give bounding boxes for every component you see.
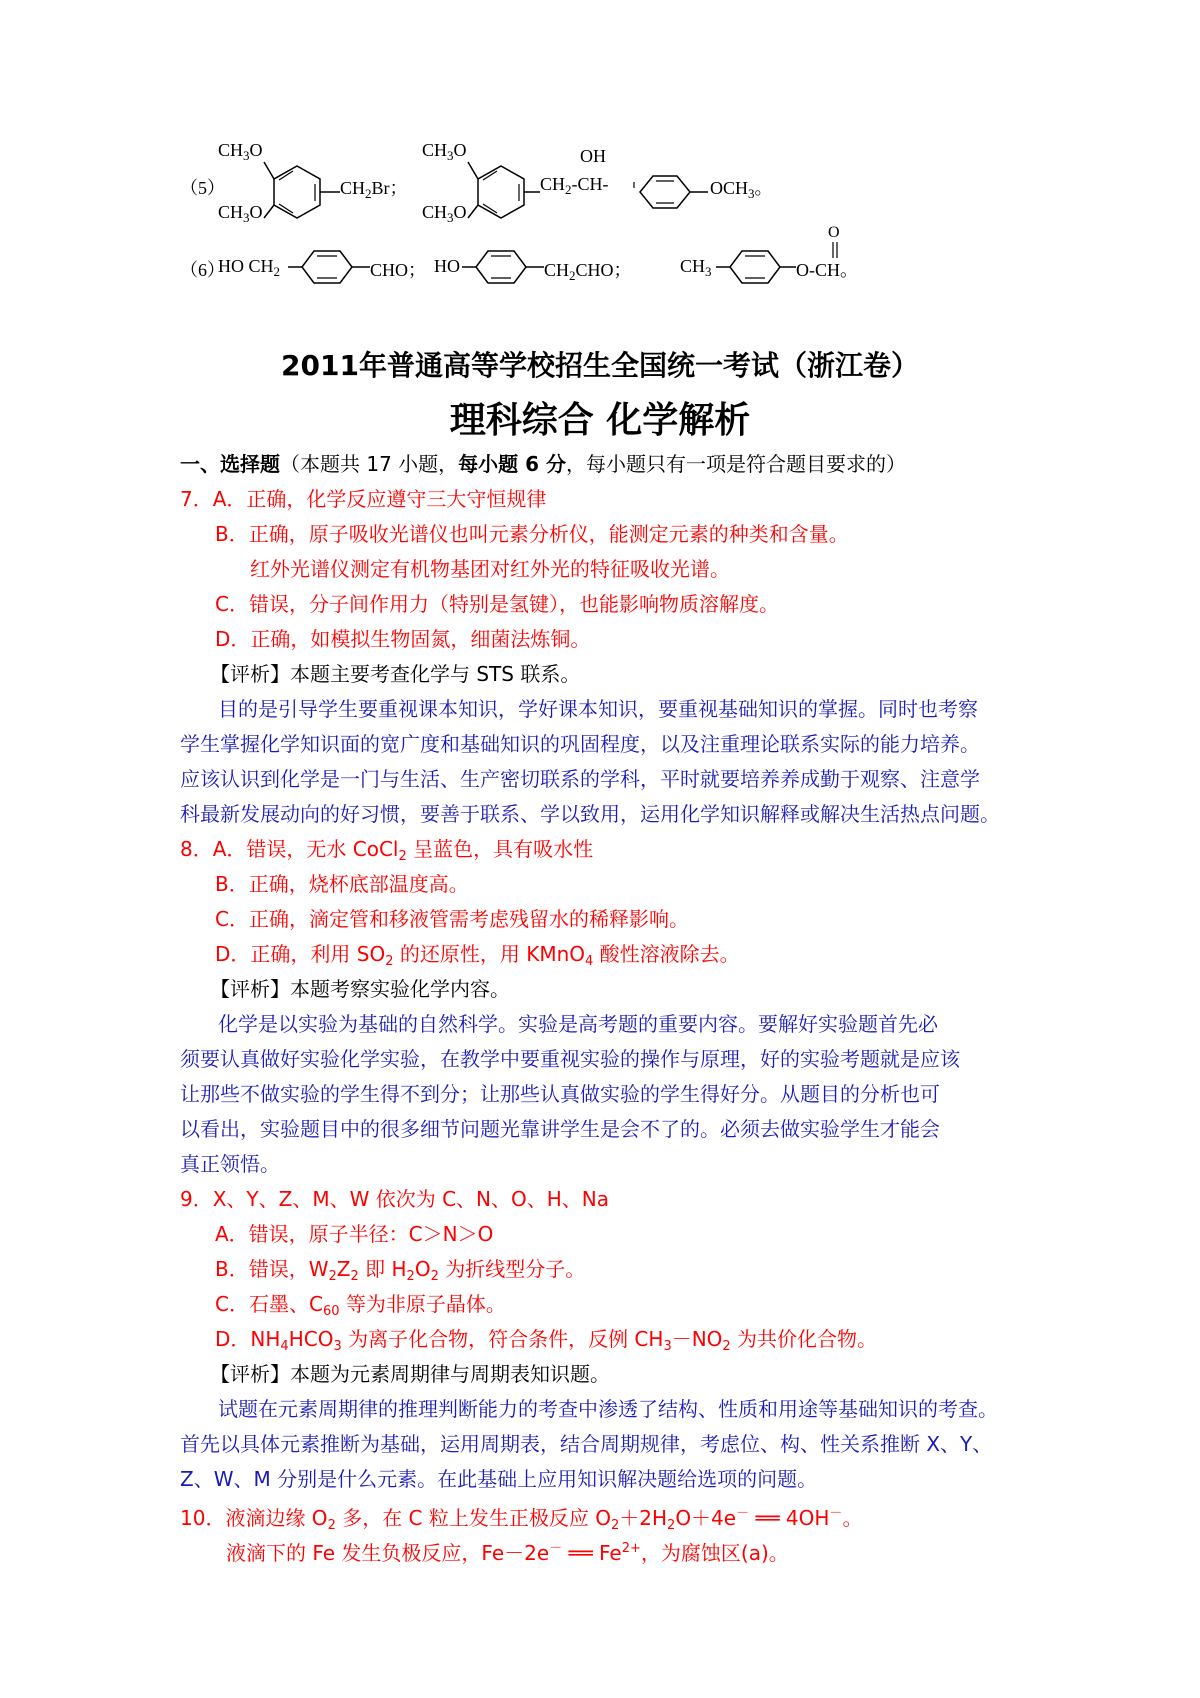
q8-paragraph-4: 以看出，实验题目中的很多细节问题光靠讲学生是会不了的。必须去做实验学生才能会 (180, 1117, 940, 1141)
label-e-left: $CH_3$ (680, 256, 712, 279)
label-c-left: HO $CH_2$ (218, 256, 281, 279)
q9-option-c: C．石墨、$C_{60}$ 等为非原子晶体。 (215, 1292, 506, 1319)
item-number-5: （5） (180, 178, 225, 198)
q8-option-a: 8．A．错误，无水 CoCl$_2$ 呈蓝色，具有吸水性 (180, 837, 594, 864)
q9-paragraph-1: 试题在元素周期律的推理判断能力的考查中渗透了结构、性质和用途等基础知识的考查。 (218, 1397, 998, 1421)
q7-paragraph-3: 应该认识到化学是一门与生活、生产密切联系的学科，平时就要培养养成勤于观察、注意学 (180, 767, 980, 791)
q7-option-b: B．正确，原子吸收光谱仪也叫元素分析仪，能测定元素的种类和含量。 (215, 522, 849, 546)
q10-line-2: 液滴下的 Fe 发生负极反应，Fe－2e－ ══ $Fe^{2+}$，为腐蚀区(a)。 (226, 1541, 789, 1565)
q8-option-b: B．正确，烧杯底部温度高。 (215, 872, 469, 896)
q8-option-d: D．正确，利用 $SO_2$ 的还原性，用 KMnO$_4$ 酸性溶液除去。 (215, 942, 740, 969)
label-e-o: O (828, 224, 840, 241)
q8-paragraph-2: 须要认真做好实验化学实验，在教学中要重视实验的操作与原理，好的实验考题就是应该 (180, 1047, 960, 1071)
q7-evaluation: 【评析】本题主要考查化学与 STS 联系。 (210, 662, 581, 686)
label-d-right: $CH_2CHO$； (544, 260, 632, 283)
exam-title: 2011年普通高等学校招生全国统一考试（浙江卷） (281, 349, 919, 382)
label-a-side: $CH_2Br$； (340, 178, 408, 201)
q8-evaluation: 【评析】本题考察实验化学内容。 (210, 977, 510, 1001)
label-d-left: HO (434, 256, 460, 276)
exam-subtitle: 理科综合 化学解析 (449, 400, 751, 441)
q7-option-b-note: 红外光谱仪测定有机物基团对红外光的特征吸收光谱。 (250, 557, 730, 581)
benzene-ring-f (716, 244, 806, 290)
q9-option-b: B．错误，$W_2Z_2$ 即 $H_2O_2$ 为折线型分子。 (215, 1257, 586, 1284)
benzene-ring-a (252, 154, 342, 224)
q10-line-1: 10．液滴边缘 $O_2$ 多，在 C 粒上发生正极反应 $O_2+2H_2O+4e^-$ ══ 4OH－。 (180, 1506, 863, 1533)
label-b-top: $CH_3O$ (422, 140, 467, 163)
label-b-end: $OCH_3$。 (710, 178, 773, 201)
label-b-chain: $CH_2-CH-$ (540, 174, 609, 197)
q8-paragraph-5: 真正领悟。 (180, 1152, 280, 1176)
q9-paragraph-3: Z、W、M 分别是什么元素。在此基础上应用知识解决题给选项的问题。 (180, 1467, 818, 1491)
label-a-bottom: $CH_3O$ (218, 202, 263, 225)
label-e-right: O-CH。 (796, 260, 858, 280)
q7-paragraph-1: 目的是引导学生要重视课本知识，学好课本知识，要重视基础知识的掌握。同时也考察 (218, 697, 978, 721)
q9-option-a: A．错误，原子半径：C＞N＞O (215, 1222, 494, 1246)
label-a-top: $CH_3O$ (218, 140, 263, 163)
q7-paragraph-4: 科最新发展动向的好习惯，要善于联系、学以致用，运用化学知识解释或解决生活热点问题。 (180, 802, 1000, 826)
benzene-ring-b (456, 154, 546, 224)
q9-option-d: D．$NH_4HCO_3$ 为离子化合物，符合条件，反例 $CH_3-NO_2$ 为共价化合物。 (215, 1327, 878, 1354)
q8-option-c: C．正确，滴定管和移液管需考虑残留水的稀释影响。 (215, 907, 689, 931)
item-number-6: （6） (180, 260, 225, 280)
benzene-ring-c (620, 154, 710, 224)
benzene-ring-e (462, 244, 552, 290)
benzene-ring-d (288, 244, 378, 290)
q9-header: 9．X、Y、Z、M、W 依次为 C、N、O、H、Na (180, 1187, 610, 1211)
structure-5 (180, 140, 800, 240)
q7-paragraph-2: 学生掌握化学知识面的宽广度和基础知识的巩固程度，以及注重理论联系实际的能力培养。 (180, 732, 980, 756)
q9-evaluation: 【评析】本题为元素周期律与周期表知识题。 (210, 1362, 610, 1386)
q7-option-c: C．错误，分子间作用力（特别是氢键），也能影响物质溶解度。 (215, 592, 779, 616)
q9-paragraph-2: 首先以具体元素推断为基础，运用周期表，结合周期规律，考虑位、构、性关系推断 X、Y、 (180, 1432, 993, 1456)
label-b-oh: OH (580, 146, 606, 166)
q8-paragraph-3: 让那些不做实验的学生得不到分；让那些认真做实验的学生得好分。从题目的分析也可 (180, 1082, 940, 1106)
structure-6 (180, 226, 900, 296)
q8-paragraph-1: 化学是以实验为基础的自然科学。实验是高考题的重要内容。要解好实验题首先必 (218, 1012, 938, 1036)
label-c-right: CHO； (370, 260, 427, 280)
label-b-bottom: $CH_3O$ (422, 202, 467, 225)
q7-option-a: 7．A．正确，化学反应遵守三大守恒规律 (180, 487, 547, 511)
q7-option-d: D．正确，如模拟生物固氮，细菌法炼铜。 (215, 627, 591, 651)
section-header: 一、选择题（本题共 17 小题，每小题 6 分，每小题只有一项是符合题目要求的） (180, 452, 907, 476)
